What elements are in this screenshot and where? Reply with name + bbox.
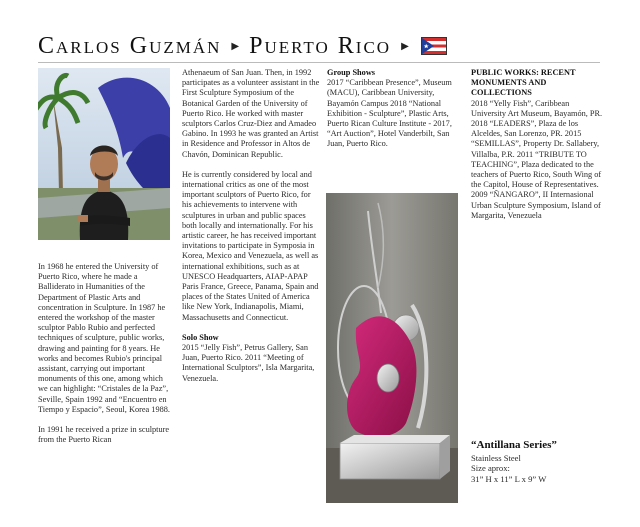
page-header [38, 33, 447, 59]
bio-paragraph: In 1991 he received a prize in sculpture from the Puerto Rican [38, 425, 170, 445]
artwork-size-label: Size aprox: [471, 463, 510, 473]
bio-paragraph: In 1968 he entered the University of Puerto Rico, where he made a Balliderato in Humanities of the Department of Plastic Arts and concentration in Sculpture. In 1987 he entered the workshop of the master sculptor Pablo Rubio and perfected techniques of sculpture, public works, drawing and painting for 8 years. He works and becomes Rubio's principal assistant, carrying out important monuments of this one, among which we can highlight: “Cristales de la Paz”, Seville, Spain 1992 and “Encuentro en Tiempo y Espacio”, Seoul, Korea 1988. [38, 262, 170, 414]
puerto-rico-flag-icon [421, 37, 447, 55]
group-shows-list: 2017 “Caribbean Presence”, Museum (MACU), Caribbean University, Bayamón Campus 2018 “National Exhibition - Sculpture”, Plastic Arts, Puerto Rican Culture Institute - 2017, “Art Auction”, Hotel Vanderbilt, San Juan, Puerto Rico. [327, 78, 452, 149]
public-works-list: 2018 “Yelly Fish”, Caribbean University Art Museum, Bayamón, PR. 2018 “LEADERS”, Plaza de los Alceldes, San Lorenzo, PR. 2015 “SEMILLAS”, Property Dr. Sallabery, Villalba, P.R. 2011 “TRIBUTE TO TEACHING”, Plaza dedicated to the teachers of Puerto Rico, South Wing of the Capitol, House of Representatives. 2009 “ÑANGARO”, II Internasional Urban Sculpture Symposium, Island of Margarita, Venezuela [471, 98, 603, 220]
artist-portrait-photo [38, 68, 170, 240]
header-divider [38, 62, 600, 63]
solo-show-list: 2015 “Jelly Fish”, Petrus Gallery, San Juan, Puerto Rico. 2011 “Meeting of International Sculptors”, Isla Margarita, Venezuela. [182, 343, 315, 383]
artwork-title: “Antillana Series” [471, 439, 557, 451]
bio-paragraph: He is currently considered by local and international critics as one of the most important sculptors of Puerto Rico, for his achievements to intervene with sculptures in urban and public spaces both locally and internationally. For his artistic career, he has received important invitations to participate in Symposia in Korea, Mexico and Venezuela, as well as international exhibitions, such as at UNESCO Headquarters, AIAP-APAP Paris France, Greece, Panama, Spain and places of the States United of America like New York, Indianapolis, Miami, Massachusetts and Connecticut. [182, 169, 319, 322]
artist-name: Carlos Guzmán [38, 32, 222, 59]
public-works-heading: PUBLIC WORKS: RECENT MONUMENTS AND COLLECTIONS [471, 68, 576, 98]
biography-column-1 [38, 262, 171, 445]
bio-paragraph: Athenaeum of San Juan. Then, in 1992 participates as a volunteer assistant in the First Sculpture Symposium of the Botanical Garden of the University of Puerto Rico. He worked with master sculptors Carlos Cruz-Diez and Amadeo Gabino. In 1993 he was granted an Artist in Residence and Professor in Altos de Chavón, Dominican Republic. [182, 68, 320, 159]
artwork-dimensions: 31” H x 11” L x 9” W [471, 473, 547, 484]
triangle-right-icon: ▶ [231, 40, 240, 52]
solo-show-heading: Solo Show [182, 332, 219, 342]
country-name: Puerto Rico [249, 32, 392, 59]
group-shows-column [327, 68, 465, 150]
sculpture-photo [326, 193, 458, 503]
triangle-right-icon: ▶ [401, 40, 409, 52]
group-shows-heading: Group Shows [327, 68, 376, 77]
artwork-caption [471, 440, 606, 484]
artwork-material: Stainless Steel [471, 452, 521, 463]
public-works-column [471, 68, 606, 221]
biography-column-2 [182, 68, 320, 384]
